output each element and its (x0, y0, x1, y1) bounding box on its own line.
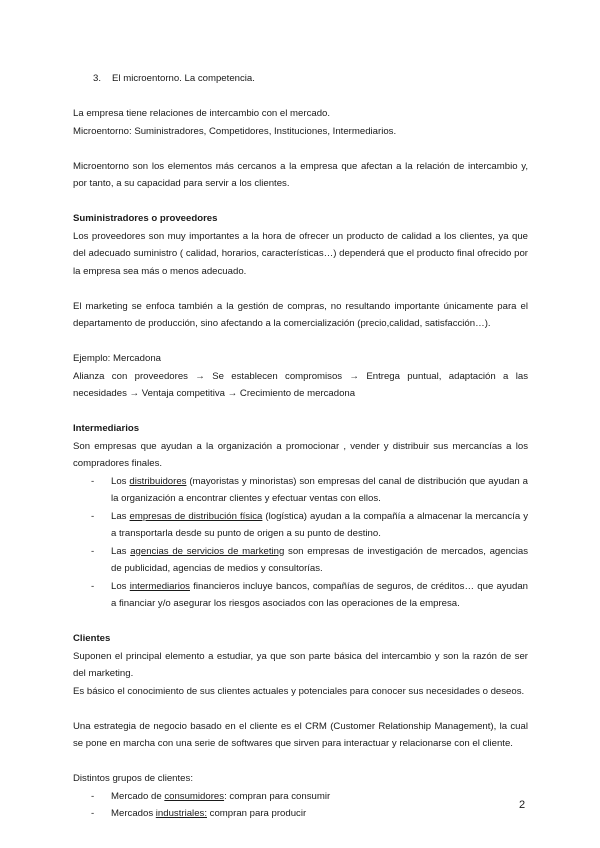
list-item: - Las empresas de distribución física (logística) ayudan a la compañía a almacenar la mercancía y a transportarla desde su punto de origen a su punto de destino. (73, 508, 528, 543)
definition-paragraph: Microentorno son los elementos más cercanos a la empresa que afectan a la relación de intercambio y, por tanto, a su capacidad para servir a los clientes. (73, 160, 528, 189)
client-groups-title: Distintos grupos de clientes: (73, 773, 193, 784)
list-item: - Mercados industriales: compran para producir (73, 805, 528, 823)
example-title: Ejemplo: Mercadona (73, 353, 161, 364)
intro-line: La empresa tiene relaciones de intercambio con el mercado. (73, 108, 331, 119)
section-title: El microentorno. La competencia. (112, 73, 255, 84)
underlined-term: intermediarios (129, 580, 190, 592)
page-number: 2 (519, 799, 526, 811)
bullet-dash: - (91, 545, 95, 557)
list-item: - Los intermediarios financieros incluye bancos, compañías de seguros, de créditos… que ayudan a financiar y/o asegurar los riesgos asociados con las operaciones de la empresa. (73, 578, 528, 613)
bullet-dash: - (91, 580, 95, 592)
intermediaries-intro: Son empresas que ayudan a la organización a promocionar , vender y distribuir sus mercancías a los compradores finales. (73, 440, 528, 469)
crm-paragraph: Una estrategia de negocio basado en el cliente es el CRM (Customer Relationship Management), la cual se pone en marcha con una serie de softwares que sirven para interactuar y relacionarse con el cliente. (73, 720, 528, 749)
list-item: - Los distribuidores (mayoristas y minoristas) son empresas del canal de distribución que ayudan a la organización a encontrar clientes y efectuar ventas con ellos. (73, 473, 528, 508)
underlined-term: agencias de servicios de marketing (130, 545, 285, 557)
suppliers-paragraph: Los proveedores son muy importantes a la hora de ofrecer un producto de calidad a los clientes, ya que del adecuado suministro ( calidad, horarios, características…) dependerá que el producto final ofrecido por la empresa sea más o menos adecuado. (73, 230, 528, 277)
clients-paragraph: Es básico el conocimiento de sus clientes actuales y potenciales para conocer sus necesidades o deseos. (73, 685, 525, 697)
underlined-term: industriales: (155, 808, 207, 819)
section-number: 3. (93, 73, 102, 84)
bullet-dash: - (91, 475, 95, 487)
suppliers-heading: Suministradores o proveedores (73, 213, 218, 224)
bullet-dash: - (91, 808, 95, 819)
underlined-term: consumidores (164, 790, 225, 802)
list-item: - Mercado de consumidores: compran para consumir (73, 788, 528, 806)
underlined-term: empresas de distribución física (129, 510, 263, 522)
intermediaries-heading: Intermediarios (73, 423, 140, 434)
bullet-dash: - (91, 790, 95, 802)
intermediaries-list (73, 473, 528, 613)
bullet-dash: - (91, 510, 95, 522)
clients-heading: Clientes (73, 633, 111, 644)
client-groups-list (73, 788, 528, 823)
underlined-term: distribuidores (129, 475, 187, 487)
clients-paragraph: Suponen el principal elemento a estudiar, ya que son parte básica del intercambio y son la razón de ser del marketing. (73, 650, 528, 679)
marketing-paragraph: El marketing se enfoca también a la gestión de compras, no resultando importante únicamente para el departamento de producción, sino afectando a la comercialización (precio,calidad, satisfacción…). (73, 300, 528, 329)
section-heading (73, 70, 528, 88)
list-item: - Las agencias de servicios de marketing son empresas de investigación de mercados, agencias de publicidad, agencias de medios y consultorías. (73, 543, 528, 578)
page-content (73, 70, 528, 823)
intro-line: Microentorno: Suministradores, Competidores, Instituciones, Intermediarios. (73, 125, 397, 137)
example-paragraph: Alianza con proveedores → Se establecen compromisos → Entrega puntual, adaptación a las necesidades → Ventaja competitiva → Crecimiento de mercadona (73, 370, 528, 399)
